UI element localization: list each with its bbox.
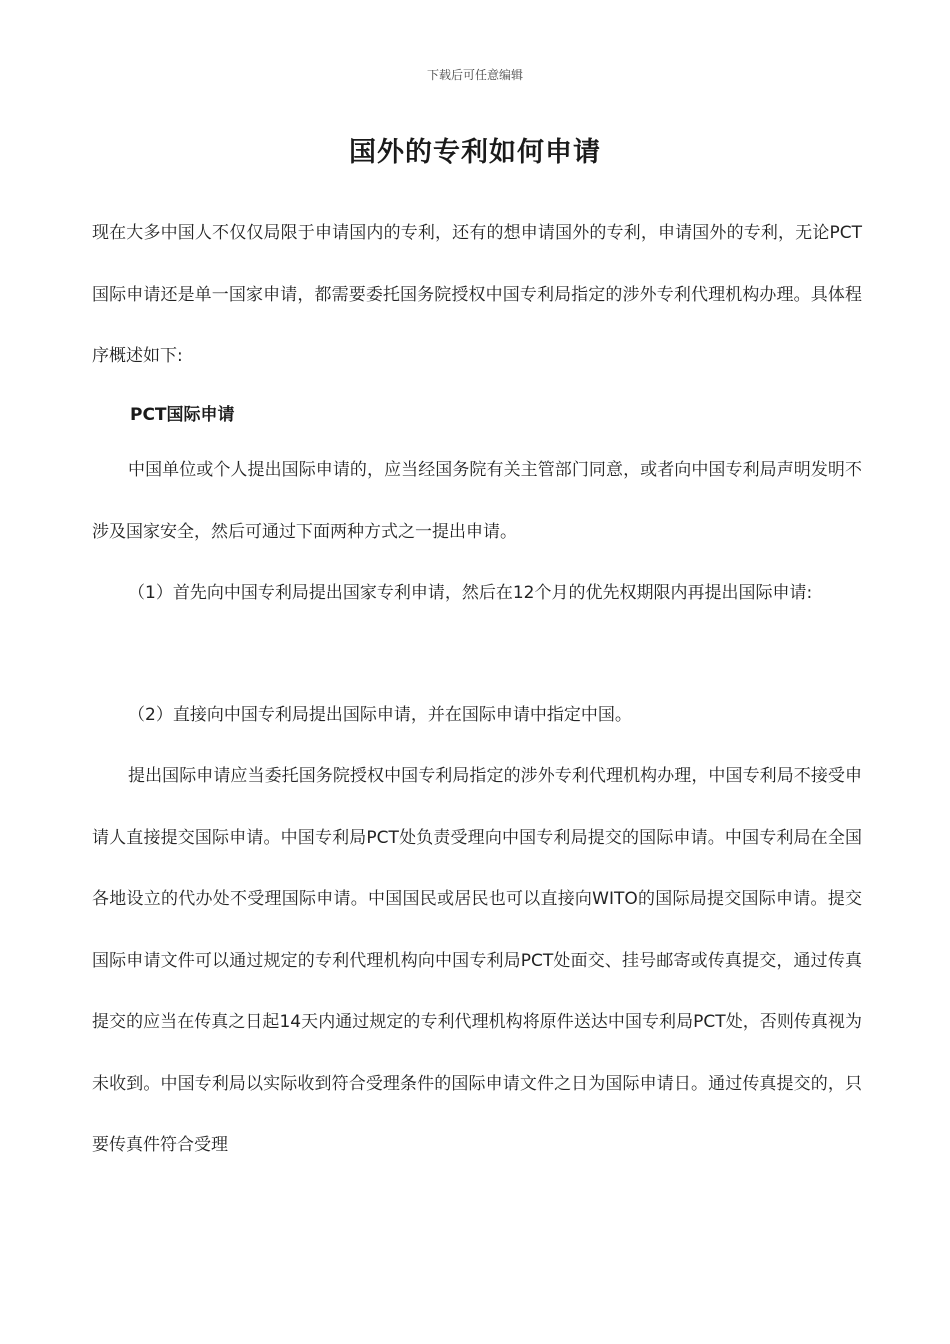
page-title: 国外的专利如何申请 [349,137,601,168]
paragraph-application-conditions: 中国单位或个人提出国际申请的，应当经国务院有关主管部门同意，或者向中国专利局声明发明不涉及国家安全，然后可通过下面两种方式之一提出申请。 [92,460,862,542]
header-note: 下载后可任意编辑 [426,68,523,82]
paragraph-method-two: （2）直接向中国专利局提出国际申请，并在国际申请中指定中国。 [128,705,632,725]
paragraph-method-one: （1）首先向中国专利局提出国家专利申请，然后在12个月的优先权期限内再提出国际申请: [128,583,813,603]
section-heading-pct: PCT国际申请 [130,405,235,425]
intro-paragraph: 现在大多中国人不仅仅局限于申请国内的专利，还有的想申请国外的专利，申请国外的专利，无论PCT国际申请还是单一国家申请，都需要委托国务院授权中国专利局指定的涉外专利代理机构办理。具体程序概述如下: [92,223,862,366]
paragraph-filing-details: 提出国际申请应当委托国务院授权中国专利局指定的涉外专利代理机构办理，中国专利局不接受申请人直接提交国际申请。中国专利局PCT处负责受理向中国专利局提交的国际申请。中国专利局在全国各地设立的代办处不受理国际申请。中国国民或居民也可以直接向WITO的国际局提交国际申请。提交国际申请文件可以通过规定的专利代理机构向中国专利局PCT处面交、挂号邮寄或传真提交，通过传真提交的应当在传真之日起14天内通过规定的专利代理机构将原件送达中国专利局PCT处，否则传真视为未收到。中国专利局以实际收到符合受理条件的国际申请文件之日为国际申请日。通过传真提交的，只要传真件符合受理 [92,766,862,1155]
